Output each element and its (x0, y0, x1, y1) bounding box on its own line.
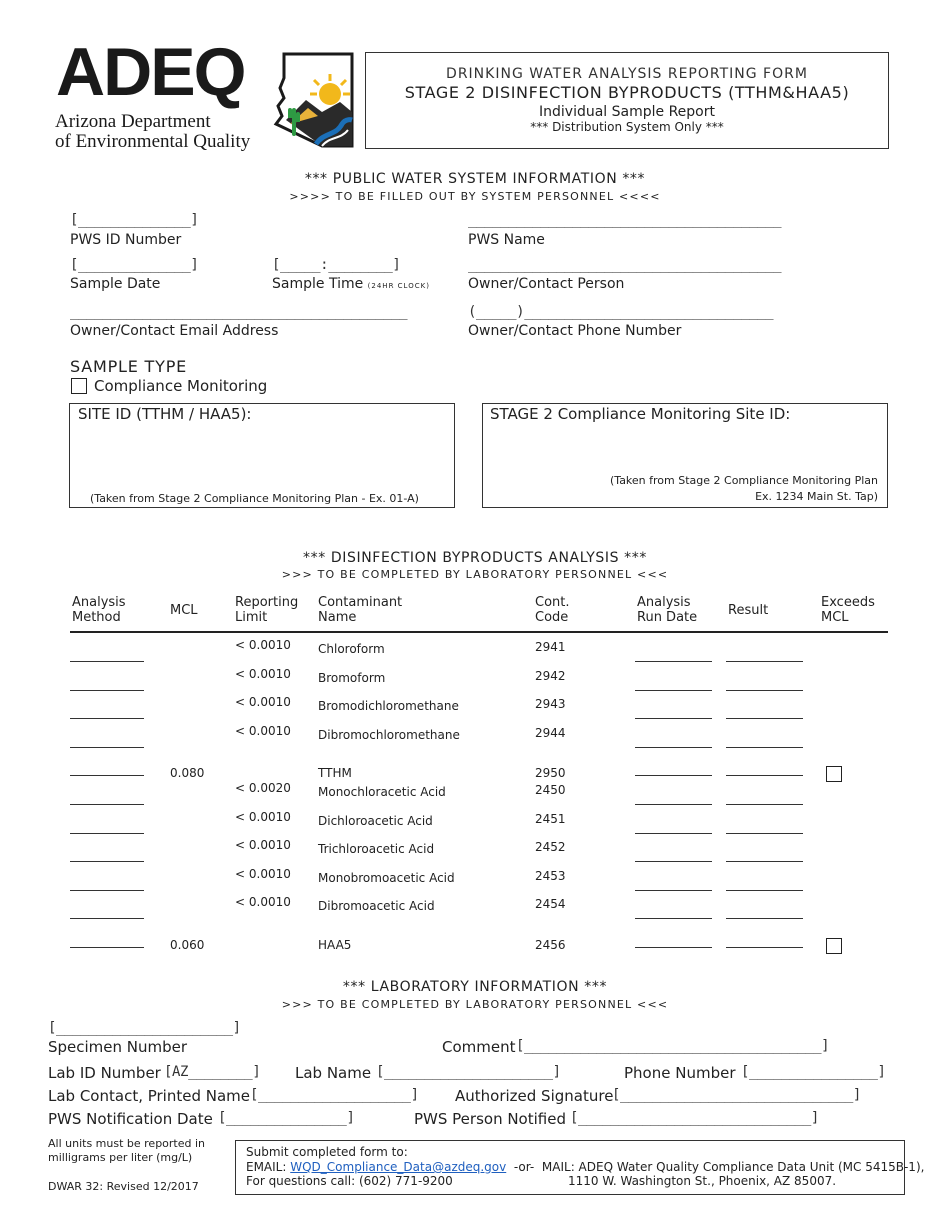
analysis-run-date-input[interactable] (635, 833, 712, 834)
analysis-method-input[interactable] (70, 661, 144, 662)
contaminant-code: 2944 (535, 726, 566, 740)
analysis-run-date-input[interactable] (635, 718, 712, 719)
stage2-site-id-title: STAGE 2 Compliance Monitoring Site ID: (490, 405, 791, 423)
reporting-limit-value: < 0.0010 (235, 724, 291, 738)
phone-input[interactable]: (_____)_______________________________ (468, 304, 774, 320)
contaminant-code: 2456 (535, 938, 566, 952)
analysis-method-input[interactable] (70, 861, 144, 862)
analysis-run-date-input[interactable] (635, 690, 712, 691)
contaminant-code: 2943 (535, 697, 566, 711)
col-contaminant-name-header: Contaminant Name (318, 595, 403, 625)
contact-person-input[interactable]: _______________________________________ (468, 257, 782, 273)
form-title-line4: *** Distribution System Only *** (530, 120, 724, 134)
lab-id-input[interactable]: [AZ________] (164, 1064, 261, 1080)
specimen-number-label: Specimen Number (48, 1038, 188, 1056)
pws-person-notified-input[interactable]: [_____________________________] (570, 1110, 819, 1126)
form-title-box (365, 52, 889, 149)
analysis-method-input[interactable] (70, 890, 144, 891)
contaminant-name: Trichloroacetic Acid (318, 842, 435, 856)
analysis-run-date-input[interactable] (635, 947, 712, 948)
lab-name-label: Lab Name (295, 1064, 372, 1082)
pws-id-label: PWS ID Number (70, 232, 182, 248)
mcl-value: 0.080 (170, 766, 205, 780)
units-note-line1: All units must be reported in (48, 1137, 206, 1150)
contaminant-name: Monochloracetic Acid (318, 785, 446, 799)
lab-id-label: Lab ID Number (48, 1064, 161, 1082)
stage2-site-id-note2: Ex. 1234 Main St. Tap) (755, 490, 878, 503)
adeq-logo-wordmark: ADEQ (56, 34, 245, 110)
stage2-site-id-note1: (Taken from Stage 2 Compliance Monitoring Plan (610, 474, 878, 487)
analysis-method-input[interactable] (70, 947, 144, 948)
email-link[interactable]: WQD_Compliance_Data@azdeq.gov (290, 1160, 507, 1174)
specimen-number-input[interactable]: [______________________] (48, 1020, 241, 1036)
reporting-limit-value: < 0.0010 (235, 810, 291, 824)
phone-label: Owner/Contact Phone Number (468, 323, 682, 339)
comment-label: Comment (442, 1038, 516, 1056)
email-label: Owner/Contact Email Address (70, 323, 279, 339)
sample-time-note: (24HR CLOCK) (367, 282, 430, 290)
email-line (246, 1160, 924, 1174)
contaminant-code: 2454 (535, 897, 566, 911)
lab-section-heading: *** LABORATORY INFORMATION *** (342, 979, 608, 995)
contaminant-name: Dibromochloromethane (318, 728, 460, 742)
reporting-limit-value: < 0.0020 (235, 781, 291, 795)
col-analysis-method-header: Analysis Method (72, 595, 126, 625)
pws-notification-date-input[interactable]: [_______________] (218, 1110, 355, 1126)
compliance-monitoring-label: Compliance Monitoring (94, 377, 268, 395)
analysis-run-date-input[interactable] (635, 775, 712, 776)
contaminant-name: Monobromoacetic Acid (318, 871, 455, 885)
result-input[interactable] (726, 690, 803, 691)
result-input[interactable] (726, 918, 803, 919)
sample-date-input[interactable]: [______________] (70, 257, 199, 273)
contaminant-code: 2950 (535, 766, 566, 780)
authorized-signature-input[interactable]: [_____________________________] (612, 1087, 861, 1103)
pws-section-subheading: >>>> TO BE FILLED OUT BY SYSTEM PERSONNEL <<<< (289, 190, 661, 203)
sample-type-heading: SAMPLE TYPE (70, 357, 188, 376)
result-input[interactable] (726, 861, 803, 862)
analysis-run-date-input[interactable] (635, 890, 712, 891)
contaminant-name: Dibromoacetic Acid (318, 899, 435, 913)
reporting-limit-value: < 0.0010 (235, 867, 291, 881)
dbp-section-heading: *** DISINFECTION BYPRODUCTS ANALYSIS *** (303, 550, 647, 566)
pws-name-label: PWS Name (468, 232, 545, 248)
contaminant-code: 2452 (535, 840, 566, 854)
contaminant-name: HAA5 (318, 938, 352, 952)
submit-heading: Submit completed form to: (246, 1145, 408, 1159)
analysis-method-input[interactable] (70, 833, 144, 834)
sample-time-label-text: Sample Time (272, 276, 364, 292)
analysis-method-input[interactable] (70, 690, 144, 691)
exceeds-mcl-checkbox[interactable] (826, 766, 842, 782)
comment-input[interactable]: [_____________________________________] (516, 1038, 830, 1054)
mail-label: MAIL: ADEQ Water Quality Compliance Data Unit (MC 5415B-1), (541, 1160, 925, 1174)
pws-person-notified-label: PWS Person Notified (414, 1110, 566, 1128)
contaminant-code: 2942 (535, 669, 566, 683)
reporting-limit-value: < 0.0010 (235, 838, 291, 852)
reporting-limit-value: < 0.0010 (235, 667, 291, 681)
reporting-limit-value: < 0.0010 (235, 695, 291, 709)
contaminant-name: TTHM (318, 766, 352, 780)
form-title-line2: STAGE 2 DISINFECTION BYPRODUCTS (TTHM&HAA5) (404, 83, 850, 102)
result-input[interactable] (726, 718, 803, 719)
sample-date-label: Sample Date (70, 276, 161, 292)
analysis-run-date-input[interactable] (635, 861, 712, 862)
form-revision: DWAR 32: Revised 12/2017 (48, 1180, 199, 1193)
result-input[interactable] (726, 947, 803, 948)
contaminant-name: Bromodichloromethane (318, 699, 459, 713)
email-input[interactable]: __________________________________________ (70, 304, 408, 320)
analysis-method-input[interactable] (70, 747, 144, 748)
analysis-method-input[interactable] (70, 804, 144, 805)
col-reporting-limit-header: Reporting Limit (235, 595, 299, 625)
logo-agency-line1: Arizona Department (55, 111, 211, 132)
questions-phone: For questions call: (602) 771-9200 (246, 1174, 453, 1188)
contaminant-code: 2450 (535, 783, 566, 797)
pws-id-input[interactable]: [______________] (70, 212, 199, 228)
result-input[interactable] (726, 661, 803, 662)
arizona-state-emblem-icon (270, 50, 354, 150)
lab-section-subheading: >>> TO BE COMPLETED BY LABORATORY PERSONNEL <<< (281, 998, 669, 1011)
result-input[interactable] (726, 833, 803, 834)
lab-contact-label: Lab Contact, Printed Name (48, 1087, 251, 1105)
contaminant-name: Chloroform (318, 642, 385, 656)
result-input[interactable] (726, 747, 803, 748)
email-label: EMAIL: (246, 1160, 287, 1174)
contaminant-code: 2453 (535, 869, 566, 883)
lab-name-input[interactable]: [_____________________] (376, 1064, 561, 1080)
sample-time-input[interactable]: [_____:________] (272, 257, 401, 273)
col-exceeds-mcl-header: Exceeds MCL (821, 595, 875, 625)
pws-name-input[interactable]: _______________________________________ (468, 212, 782, 228)
analysis-run-date-input[interactable] (635, 918, 712, 919)
result-input[interactable] (726, 890, 803, 891)
pws-section-heading: *** PUBLIC WATER SYSTEM INFORMATION *** (304, 171, 646, 187)
form-title-line1: DRINKING WATER ANALYSIS REPORTING FORM (446, 66, 808, 82)
contact-person-label: Owner/Contact Person (468, 276, 625, 292)
contaminant-name: Dichloroacetic Acid (318, 814, 433, 828)
logo-agency-line2: of Environmental Quality (55, 131, 251, 152)
pws-notification-date-label: PWS Notification Date (48, 1110, 213, 1128)
analysis-method-input[interactable] (70, 718, 144, 719)
col-run-date-header: Analysis Run Date (637, 595, 698, 625)
sample-time-label (272, 276, 430, 292)
contaminant-name: Bromoform (318, 671, 386, 685)
contaminant-code: 2941 (535, 640, 566, 654)
analysis-run-date-input[interactable] (635, 661, 712, 662)
table-header-rule (70, 631, 888, 633)
reporting-limit-value: < 0.0010 (235, 895, 291, 909)
lab-contact-input[interactable]: [___________________] (250, 1087, 419, 1103)
authorized-signature-label: Authorized Signature (455, 1087, 614, 1105)
reporting-limit-value: < 0.0010 (235, 638, 291, 652)
col-cont-code-header: Cont. Code (535, 595, 570, 625)
lab-phone-input[interactable]: [________________] (741, 1064, 886, 1080)
units-note-line2: milligrams per liter (mg/L) (48, 1151, 193, 1164)
compliance-monitoring-checkbox[interactable] (71, 378, 87, 394)
submit-instructions-box (235, 1140, 925, 1195)
mcl-value: 0.060 (170, 938, 205, 952)
form-title-line3: Individual Sample Report (539, 104, 715, 120)
analysis-method-input[interactable] (70, 775, 144, 776)
dbp-section-subheading: >>> TO BE COMPLETED BY LABORATORY PERSONNEL <<< (281, 568, 669, 581)
or-text: -or- (513, 1160, 535, 1174)
exceeds-mcl-checkbox[interactable] (826, 938, 842, 954)
result-input[interactable] (726, 775, 803, 776)
col-mcl-header: MCL (170, 603, 198, 618)
analysis-run-date-input[interactable] (635, 747, 712, 748)
contaminant-code: 2451 (535, 812, 566, 826)
col-result-header: Result (728, 603, 769, 618)
site-id-title: SITE ID (TTHM / HAA5): (78, 405, 252, 423)
mail-address: 1110 W. Washington St., Phoenix, AZ 85007. (568, 1174, 837, 1188)
site-id-note: (Taken from Stage 2 Compliance Monitoring Plan - Ex. 01-A) (90, 492, 419, 505)
analysis-run-date-input[interactable] (635, 804, 712, 805)
lab-phone-label: Phone Number (624, 1064, 736, 1082)
analysis-method-input[interactable] (70, 918, 144, 919)
result-input[interactable] (726, 804, 803, 805)
